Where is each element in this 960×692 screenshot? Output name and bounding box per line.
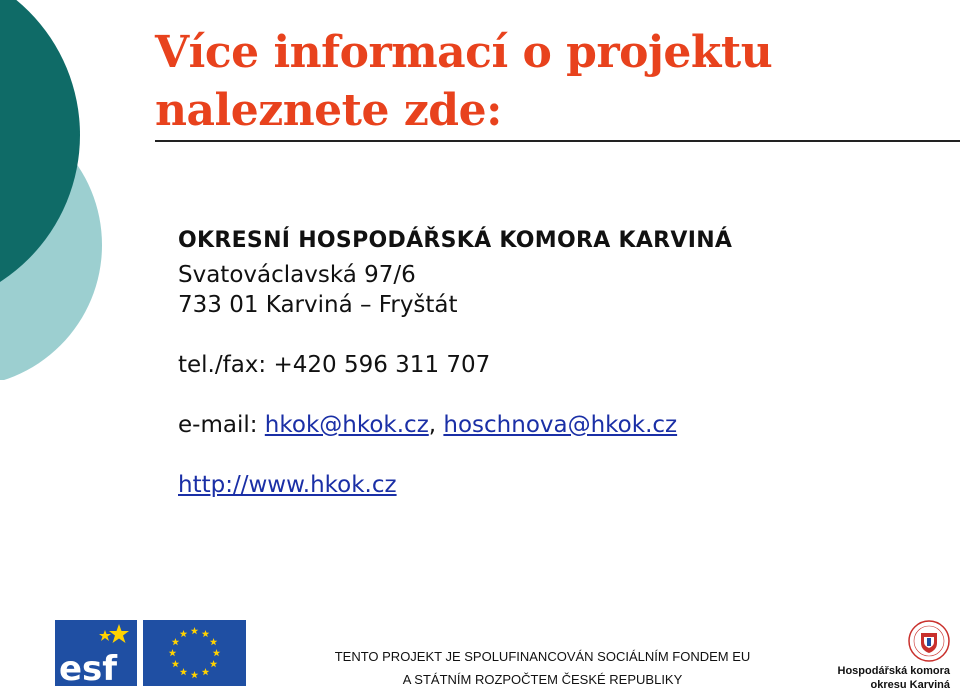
email-row (178, 412, 677, 438)
email-link-hoschnova[interactable]: hoschnova@hkok.cz (443, 412, 678, 438)
title-underline (155, 140, 960, 142)
decorative-circles (0, 0, 140, 380)
email-separator: , (428, 412, 444, 438)
cofinancing-text-line-2: A STÁTNÍM ROZPOČTEM ČESKÉ REPUBLIKY (402, 672, 683, 687)
website-row (178, 472, 397, 498)
chamber-name-line-2: okresu Karviná (870, 679, 950, 691)
eu-flag-icon (143, 620, 246, 686)
phone-fax: tel./fax: +420 596 311 707 (178, 352, 491, 378)
page-title (155, 24, 772, 140)
website-link[interactable]: http://www.hkok.cz (178, 472, 397, 498)
chamber-seal-logo (906, 618, 952, 664)
title-line-1: Více informací o projektu (155, 27, 773, 78)
esf-logo (55, 620, 137, 686)
street-address: Svatováclavská 97/6 (178, 262, 416, 288)
city-address: 733 01 Karviná – Fryštát (178, 292, 458, 318)
esf-logo-text: esf (59, 649, 118, 686)
cofinancing-text-line-1: TENTO PROJEKT JE SPOLUFINANCOVÁN SOCIÁLNÍM FONDEM EU (334, 649, 751, 664)
chamber-name-line-1: Hospodářská komora (837, 665, 950, 677)
title-line-2: naleznete zde: (155, 85, 502, 136)
email-link-hkok[interactable]: hkok@hkok.cz (264, 412, 429, 438)
email-label: e-mail: (178, 412, 265, 438)
organization-name: OKRESNÍ HOSPODÁŘSKÁ KOMORA KARVINÁ (178, 228, 733, 253)
chamber-name (838, 664, 950, 692)
